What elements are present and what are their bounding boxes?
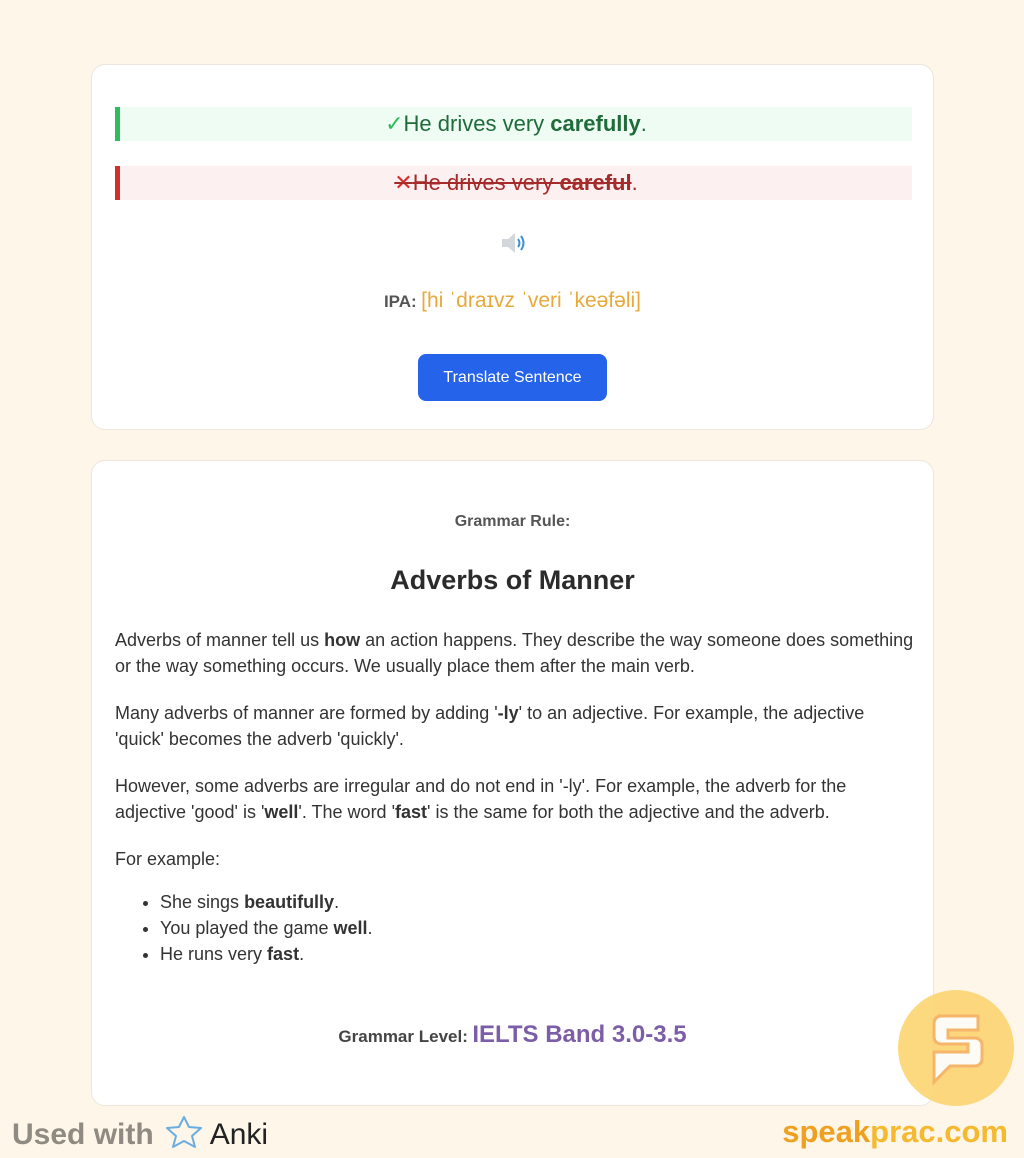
grammar-level <box>92 1021 933 1049</box>
translate-sentence-button[interactable]: Translate Sentence <box>418 354 607 401</box>
list-item: • He runs very fast. <box>160 941 915 967</box>
examples-list <box>160 889 915 967</box>
correct-sentence <box>115 107 912 141</box>
speaker-icon[interactable] <box>500 231 528 255</box>
correct-sentence-end: . <box>640 111 647 136</box>
correct-word: carefully <box>550 111 641 136</box>
list-item: • You played the game well. <box>160 915 915 941</box>
anki-star-icon <box>164 1114 204 1155</box>
paragraph: Adverbs of manner tell us how an action happens. They describe the way someone does something or the way something occurs. We usually place them after the main verb. <box>115 630 914 676</box>
used-with-text: Used with <box>12 1117 154 1151</box>
grammar-rule-label: Grammar Rule: <box>454 513 571 530</box>
brand-speak: speak <box>782 1114 871 1149</box>
cross-icon: ✕ <box>394 170 413 195</box>
incorrect-word: careful <box>559 170 632 195</box>
brand-prac: prac.com <box>870 1114 1008 1149</box>
speakprac-logo-icon <box>898 990 1014 1106</box>
correct-sentence-text: He drives very <box>403 111 551 136</box>
anki-text: Anki <box>209 1117 269 1151</box>
grammar-card <box>91 460 934 1106</box>
paragraph: For example: <box>115 849 221 869</box>
grammar-title: Adverbs of Manner <box>390 565 635 595</box>
sentence-card <box>91 64 934 430</box>
speakprac-brand <box>782 1114 1008 1150</box>
used-with-anki <box>12 1114 268 1155</box>
incorrect-sentence <box>115 166 912 200</box>
check-icon: ✓ <box>385 111 404 136</box>
incorrect-sentence-text: He drives very <box>412 170 560 195</box>
incorrect-sentence-end: . <box>631 170 638 195</box>
ipa-value: [hi ˈdraɪvz ˈveri ˈkeəfəli] <box>421 289 642 312</box>
grammar-level-value: IELTS Band 3.0-3.5 <box>472 1021 687 1048</box>
ipa-row <box>92 289 933 313</box>
paragraph: However, some adverbs are irregular and do not end in '-ly'. For example, the adverb for the adjective 'good' is 'well'. The word 'fast' is the same for both the adjective and the adverb. <box>115 776 847 822</box>
grammar-explanation <box>115 627 915 967</box>
list-item: • She sings beautifully. <box>160 889 915 915</box>
paragraph: Many adverbs of manner are formed by adding '-ly' to an adjective. For example, the adjective 'quick' becomes the adverb 'quickly'. <box>115 703 865 749</box>
ipa-label: IPA: <box>383 292 417 311</box>
grammar-level-label: Grammar Level: <box>338 1027 468 1046</box>
